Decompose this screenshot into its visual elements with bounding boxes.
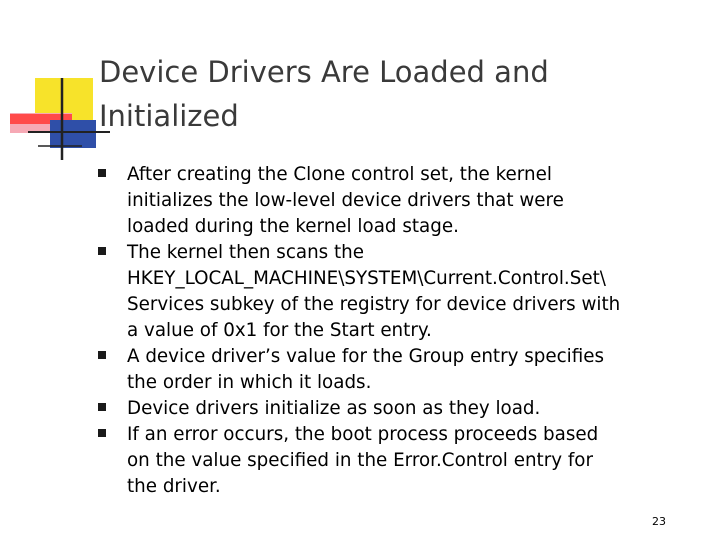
bullet-text — [127, 162, 564, 240]
bullet-line: the driver. — [127, 476, 221, 497]
slide-logo-graphic — [0, 0, 110, 170]
bullet-line: The kernel then scans the — [127, 242, 365, 263]
bullet-text — [127, 344, 604, 396]
slide-title — [99, 50, 699, 138]
bullet-line: HKEY_LOCAL_MACHINE\SYSTEM\Current.Control.Set\ — [127, 268, 606, 289]
bullet-line: on the value specified in the Error.Control entry for — [127, 450, 593, 471]
bullet-square-icon — [98, 240, 127, 344]
bullet-line: After creating the Clone control set, the kernel — [127, 164, 552, 185]
slide-title-line: Device Drivers Are Loaded and — [99, 55, 549, 89]
page-number: 23 — [652, 515, 666, 528]
bullet-item — [98, 396, 698, 422]
bullet-line: initializes the low-level device drivers that were — [127, 190, 564, 211]
bullet-list — [98, 162, 698, 500]
bullet-square-icon — [98, 344, 127, 396]
bullet-line: a value of 0x1 for the Start entry. — [127, 320, 432, 341]
bullet-text — [127, 422, 598, 500]
bullet-line: If an error occurs, the boot process proceeds based — [127, 424, 599, 445]
bullet-line: Device drivers initialize as soon as they load. — [127, 398, 541, 419]
bullet-text — [127, 240, 620, 344]
bullet-line: Services subkey of the registry for device drivers with — [127, 294, 621, 315]
bullet-line: loaded during the kernel load stage. — [127, 216, 459, 237]
bullet-item — [98, 422, 698, 500]
bullet-item — [98, 344, 698, 396]
bullet-square-icon — [98, 422, 127, 500]
bullet-square-icon — [98, 162, 127, 240]
bullet-square-icon — [98, 396, 127, 422]
bullet-item — [98, 240, 698, 344]
slide-title-line: Initialized — [99, 99, 239, 133]
bullet-line: A device driver’s value for the Group entry specifies — [127, 346, 605, 367]
bullet-text — [127, 396, 540, 422]
bullet-item — [98, 162, 698, 240]
bullet-line: the order in which it loads. — [127, 372, 372, 393]
